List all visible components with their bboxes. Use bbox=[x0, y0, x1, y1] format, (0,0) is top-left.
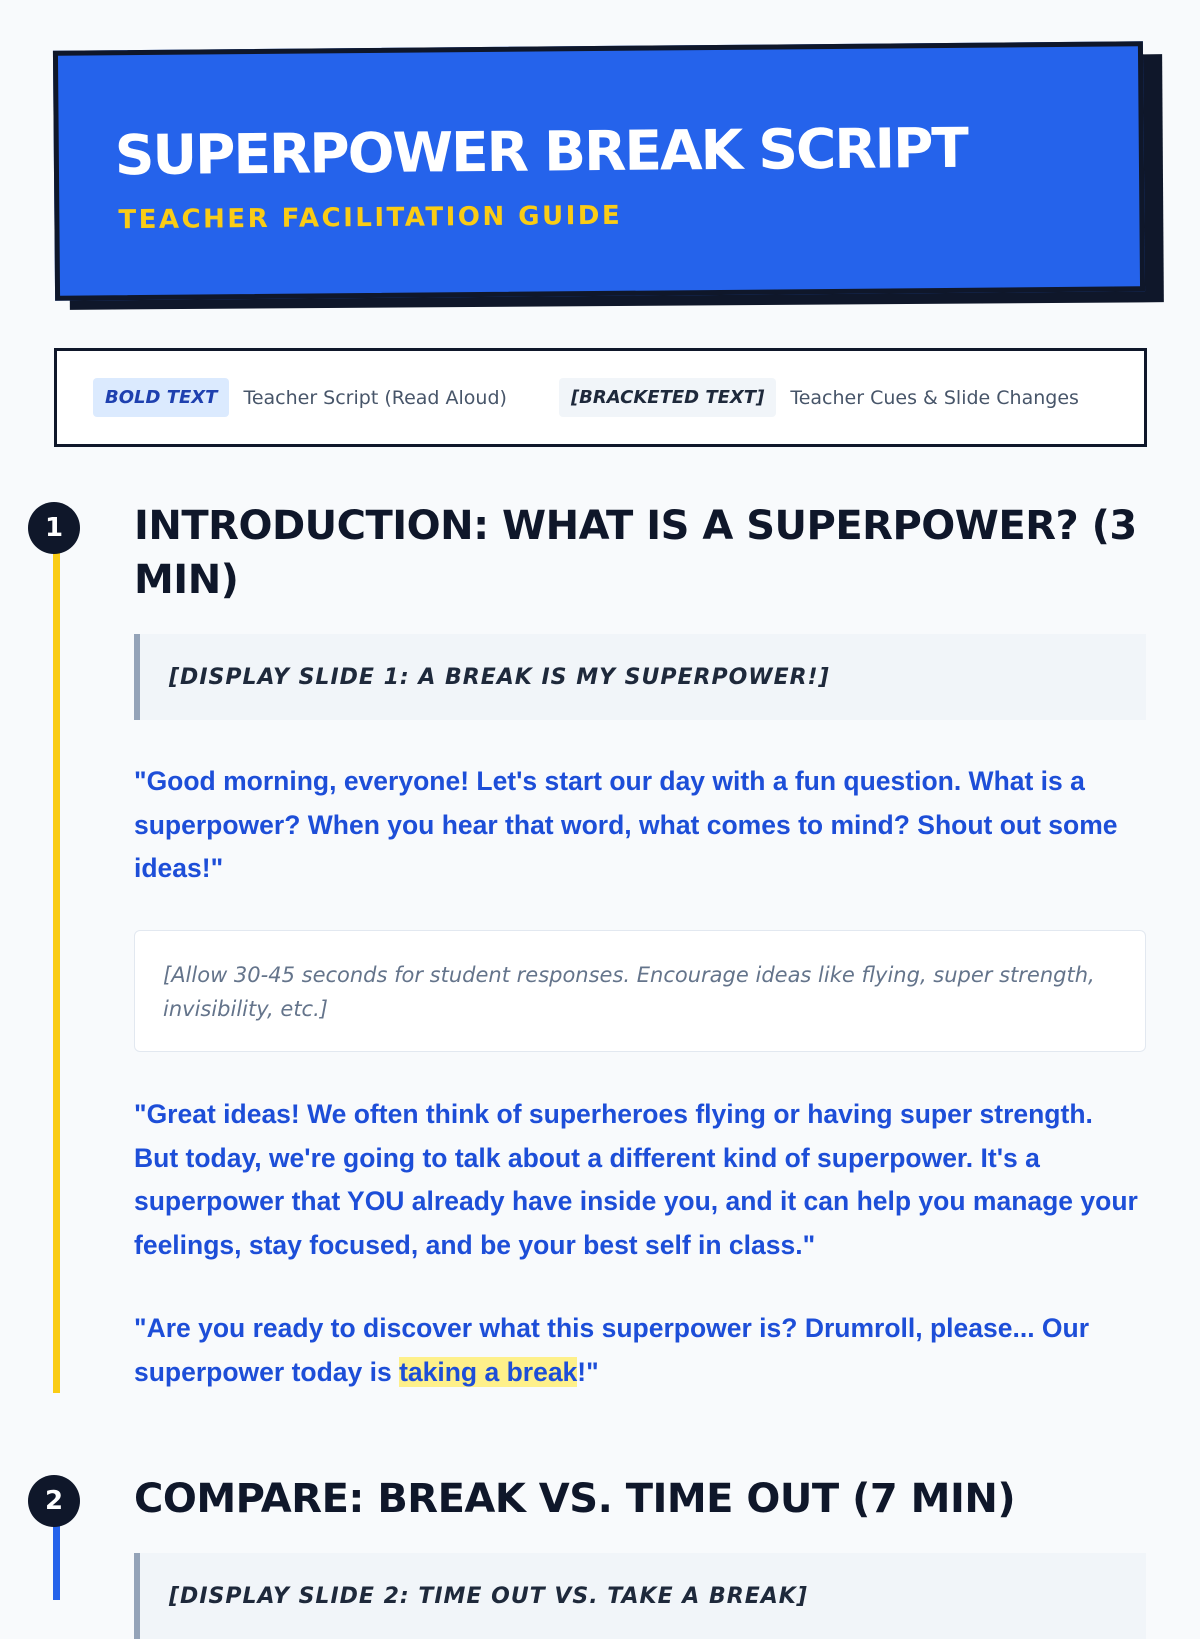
section-1-script-3-highlight: taking a break bbox=[399, 1356, 578, 1387]
legend bbox=[54, 348, 1147, 447]
section-1-script-3-end: !" bbox=[577, 1356, 599, 1387]
section-1-slide-cue: [DISPLAY SLIDE 1: A BREAK IS MY SUPERPOWER!] bbox=[134, 634, 1146, 720]
section-1-teacher-note: [Allow 30-45 seconds for student responses. Encourage ideas like flying, super strength, invisibility, etc.] bbox=[134, 930, 1146, 1052]
section-1-timeline bbox=[53, 540, 60, 1393]
section-2-heading: COMPARE: BREAK VS. TIME OUT (7 MIN) bbox=[134, 1476, 1016, 1522]
section-1-script-3-start: "Are you ready to discover what this superpower is? Drumroll, please... Our superpower today is bbox=[134, 1313, 1090, 1387]
page-subtitle: TEACHER FACILITATION GUIDE bbox=[118, 200, 623, 236]
section-1-script-2: "Great ideas! We often think of superheroes flying or having super strength. But today, we're going to talk about a different kind of superpower. It's a superpower that YOU already have inside you, and it can help you manage your feelings, stay focused, and be your best self in class." bbox=[134, 1099, 1138, 1260]
page-title: SUPERPOWER BREAK SCRIPT bbox=[114, 115, 968, 188]
section-1-script-3 bbox=[134, 1307, 1144, 1394]
legend-tag-bracketed: [BRACKETED TEXT] bbox=[559, 378, 776, 417]
legend-tag-bold: BOLD TEXT bbox=[93, 378, 229, 417]
section-1-number-badge: 1 bbox=[28, 502, 80, 554]
legend-description-bracketed: Teacher Cues & Slide Changes bbox=[790, 386, 1079, 409]
section-2-number-badge: 2 bbox=[28, 1475, 80, 1527]
section-2-slide-cue: [DISPLAY SLIDE 2: TIME OUT VS. TAKE A BREAK] bbox=[134, 1553, 1146, 1639]
legend-item-bracketed bbox=[559, 378, 1079, 417]
legend-item-bold bbox=[93, 378, 507, 417]
section-2-timeline bbox=[53, 1520, 60, 1600]
section-1-script-1: "Good morning, everyone! Let's start our day with a fun question. What is a superpower? When you hear that word, what comes to mind? Shout out some ideas!" bbox=[134, 766, 1118, 883]
legend-description-bold: Teacher Script (Read Aloud) bbox=[243, 386, 507, 409]
header-banner bbox=[53, 41, 1145, 301]
section-1-heading: INTRODUCTION: WHAT IS A SUPERPOWER? (3 MIN) bbox=[134, 503, 1137, 603]
